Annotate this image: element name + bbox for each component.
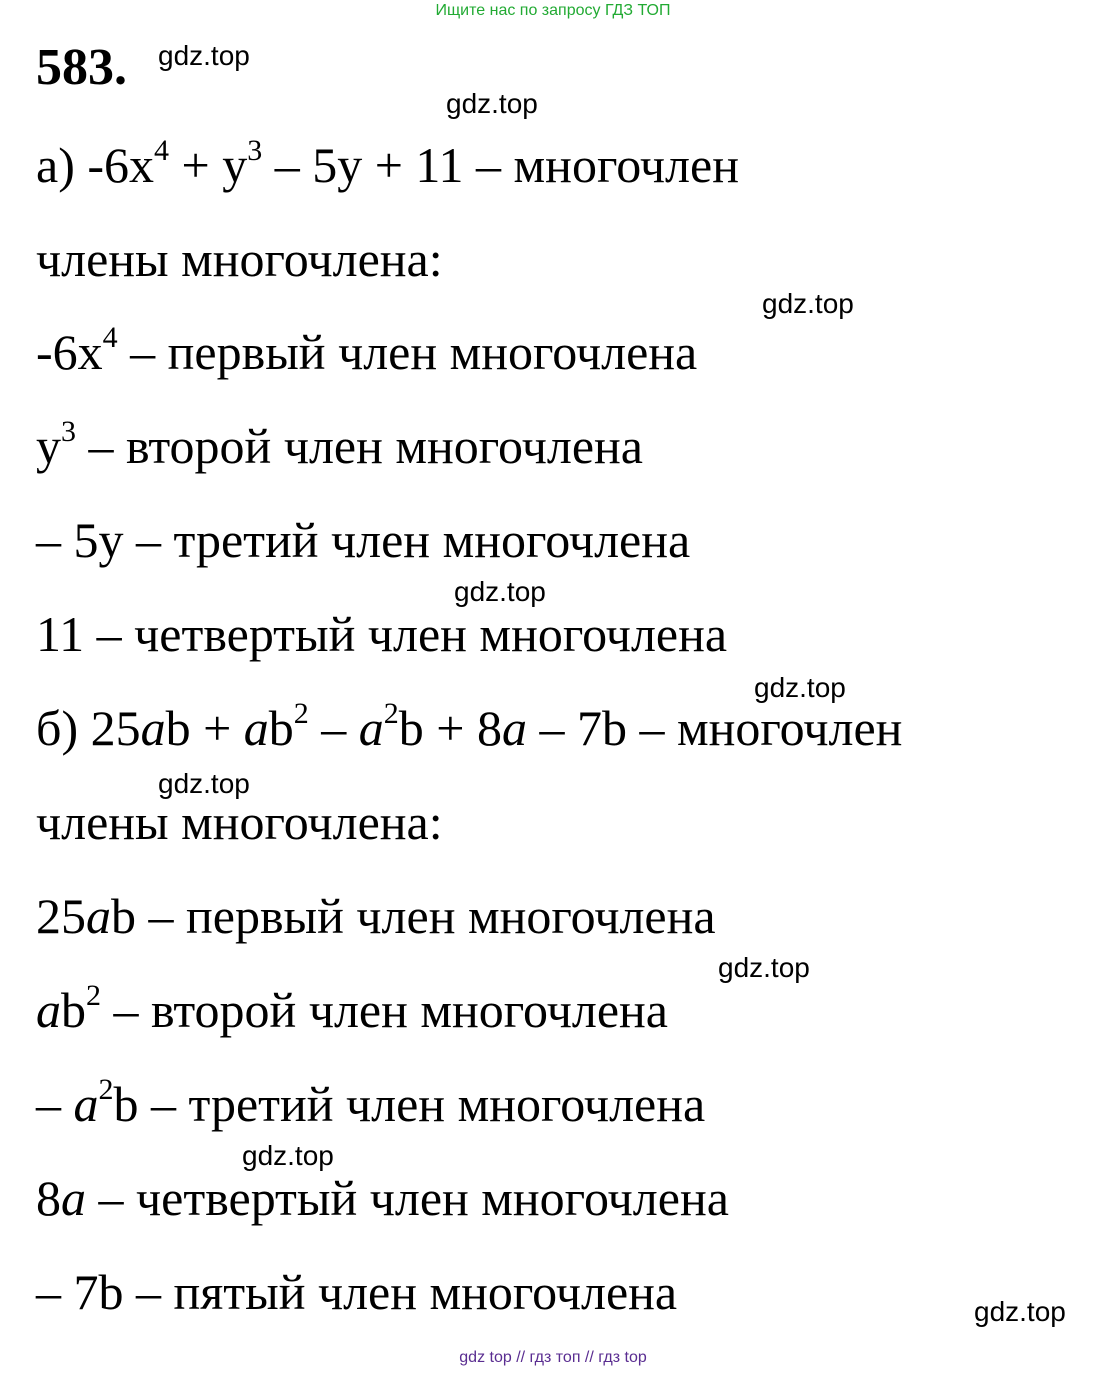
part-b-expression: б) $25ab + ab^2 - a^2b + 8a - 7b$ – многочлен (36, 697, 903, 756)
part-a-terms-heading: члены многочлена: (36, 231, 443, 287)
part-a-term-4: 11 – четвертый член многочлена (36, 606, 728, 662)
part-a-term-3: – 5y – третий член многочлена (36, 512, 691, 568)
watermark: gdz.top (454, 576, 546, 607)
part-a-term-2: $y^3$ – второй член многочлена (36, 415, 643, 474)
watermark: gdz.top (242, 1140, 334, 1171)
part-b-term-5: – 7b – пятый член многочлена (36, 1264, 678, 1320)
problem-number: 583. (36, 39, 127, 96)
part-b-term-2: $ab^2$ – второй член многочлена (36, 979, 668, 1038)
part-b-term-4: 8a – четвертый член многочлена (36, 1170, 729, 1226)
watermark: gdz.top (762, 288, 854, 319)
watermark: gdz.top (754, 672, 846, 703)
part-b-terms-heading: члены многочлена: (36, 794, 443, 850)
watermark: gdz.top (974, 1296, 1066, 1327)
footer-links[interactable]: gdz top // гдз топ // гдз top (459, 1349, 647, 1366)
part-b-term-3: – $a^2b$ – третий член многочлена (36, 1073, 706, 1132)
search-hint: Ищите нас по запросу ГДЗ ТОП (435, 2, 671, 19)
watermark: gdz.top (446, 88, 538, 119)
part-b-term-1: 25ab – первый член многочлена (36, 888, 716, 944)
part-a-term-1: $-6x^4$ – первый член многочлена (36, 321, 698, 380)
watermark: gdz.top (718, 952, 810, 983)
watermark: gdz.top (158, 40, 250, 71)
part-a-expression: а) $-6x^4 + y^3 - 5y + 11$ – многочлен (36, 134, 739, 193)
watermark: gdz.top (158, 768, 250, 799)
